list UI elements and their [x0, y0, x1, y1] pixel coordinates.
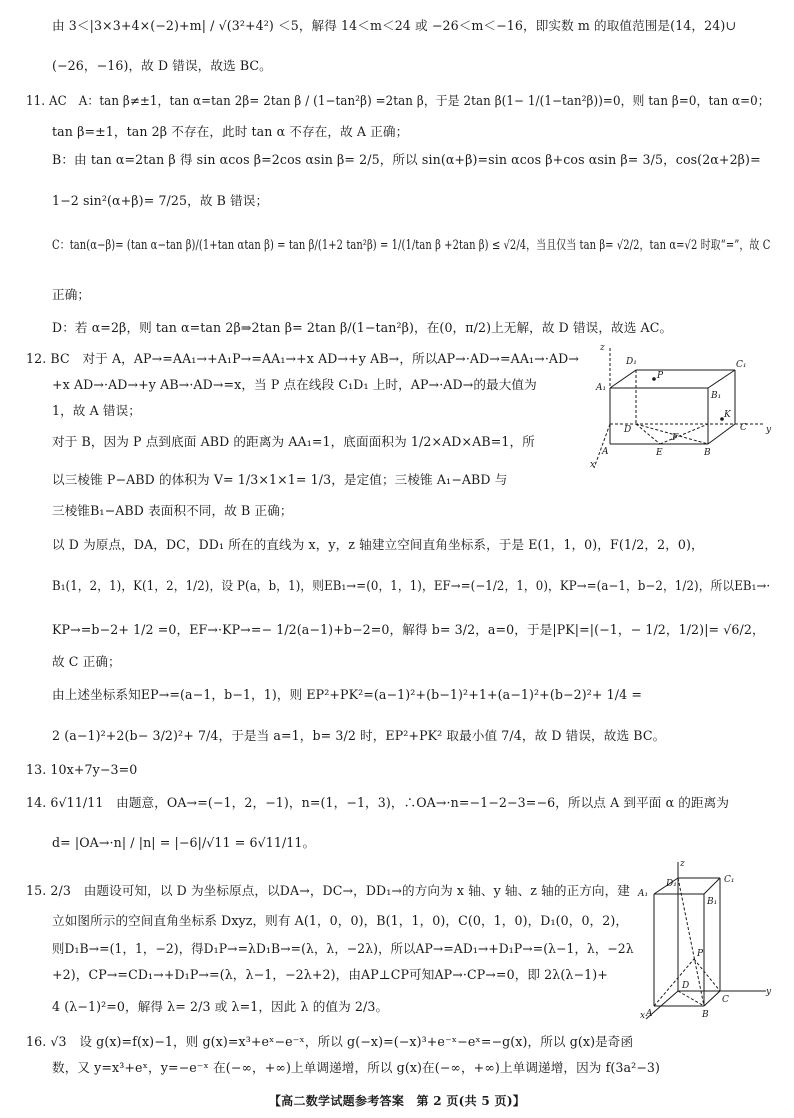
- answer-line: 三棱锥B₁−ABD 表面积不同，故 B 正确；: [52, 503, 293, 518]
- answer-line: 1−2 sin²(α+β)= 7/25，故 B 错误；: [52, 193, 269, 208]
- answer-line: 以 D 为原点，DA，DC，DD₁ 所在的直线为 x，y，z 轴建立空间直角坐标系，于是 E(1，1，0)，F(1/2，2，0)，: [52, 537, 704, 552]
- fig15-label-b1: B₁: [707, 897, 718, 907]
- answer-line: 正确；: [52, 287, 91, 302]
- fig12-label-c: C: [740, 423, 747, 433]
- fig12-label-d: D: [624, 425, 632, 435]
- fig15-label-a: A: [646, 1009, 653, 1019]
- fig15-label-d: D: [682, 981, 690, 991]
- answer-line: 由 3＜|3×3+4×(−2)+m| / √(3²+4²) ＜5，解得 14＜m＜24 或 −26＜m＜−16，即实数 m 的取值范围是(14，24)∪: [52, 18, 737, 33]
- fig12-label-k: K: [724, 410, 731, 420]
- answer-line: 4 (λ−1)²=0，解得 λ= 2/3 或 λ=1，因此 λ 的值为 2/3。: [52, 999, 389, 1014]
- answer-line: D：若 α=2β，则 tan α=tan 2β⇒2tan β= 2tan β/(1−tan²β)，在(0，π/2)上无解，故 D 错误，故选 AC。: [52, 320, 673, 335]
- fig12-label-a: A: [602, 447, 609, 457]
- fig12-label-p: P: [657, 371, 664, 381]
- answer-line: 15. 2/3 由题设可知，以 D 为坐标原点，以DA→，DC→，DD₁→的方向为 x 轴、y 轴、z 轴的正方向，建: [26, 883, 630, 898]
- fig15-label-p: P: [697, 949, 704, 959]
- answer-line: C：tan(α−β)= (tan α−tan β)/(1+tan αtan β) = tan β/(1+2 tan²β) = 1/(1/tan β +2tan β) ≤ √2/4，当且仅当 tan β= √2/2，tan α=√2 时取“=”，故 C: [52, 237, 771, 252]
- answer-line: 故 C 正确；: [52, 654, 121, 669]
- fig15-label-c: C: [722, 995, 729, 1005]
- answer-line: 11. AC A：tan β≠±1，tan α=tan 2β= 2tan β / (1−tan²β) =2tan β，于是 2tan β(1− 1/(1−tan²β))=0，则 tan β=0，tan α=0；: [26, 93, 770, 108]
- page-footer: 【高二数学试题参考答案 第 2 页(共 5 页)】: [268, 1094, 526, 1108]
- answer-line: 14. 6√11/11 由题意，OA→=(−1，2，−1)，n=(1，−1，3)，∴OA→·n=−1−2−3=−6，所以点 A 到平面 α 的距离为: [26, 795, 730, 810]
- fig15-label-b: B: [702, 1010, 709, 1020]
- answer-line: 16. √3 设 g(x)=f(x)−1，则 g(x)=x³+eˣ−e⁻ˣ，所以 g(−x)=(−x)³+e⁻ˣ−eˣ=−g(x)，所以 g(x)是奇函: [26, 1034, 634, 1049]
- fig12-label-b: B: [704, 448, 711, 458]
- answer-line: 由上述坐标系知EP→=(a−1，b−1，1)，则 EP²+PK²=(a−1)²+(b−1)²+1+(a−1)²+(b−2)²+ 1/4 =: [52, 687, 642, 702]
- answer-line: 12. BC 对于 A，AP→=AA₁→+A₁P→=AA₁→+x AD→+y AB→，所以AP→·AD→=AA₁→·AD→: [26, 351, 579, 366]
- fig15-label-a1: A₁: [638, 889, 649, 899]
- answer-line: d= |OA→·n| / |n| = |−6|/√11 = 6√11/11。: [52, 835, 316, 850]
- answer-line: 立如图所示的空间直角坐标系 Dxyz，则有 A(1，0，0)，B(1，1，0)，C(0，1，0)，D₁(0，0，2)，: [52, 913, 629, 928]
- answer-line: 以三棱锥 P−ABD 的体积为 V= 1/3×1×1= 1/3，是定值；三棱锥 A₁−ABD 与: [52, 472, 508, 487]
- answer-line: 2 (a−1)²+2(b− 3/2)²+ 7/4，于是当 a=1，b= 3/2 时，EP²+PK² 取最小值 7/4，故 D 错误，故选 BC。: [52, 728, 666, 743]
- answer-line: 13. 10x+7y−3=0: [26, 762, 138, 777]
- fig15-label-d1: D₁: [666, 879, 677, 889]
- fig15-label-c1: C₁: [724, 875, 735, 885]
- fig12-label-b1: B₁: [711, 391, 722, 401]
- fig12-label-d1: D₁: [626, 357, 637, 367]
- fig15-label-x: x: [640, 1011, 646, 1021]
- answer-line: 则D₁B→=(1，1，−2)，得D₁P→=λD₁B→=(λ，λ，−2λ)，所以AP→=AD₁→+D₁P→=(λ−1，λ，−2λ: [52, 941, 634, 956]
- answer-line: 对于 B，因为 P 点到底面 ABD 的距离为 AA₁=1，底面面积为 1/2×AD×AB=1，所: [52, 434, 535, 449]
- answer-line: (−26，−16)，故 D 错误，故选 BC。: [52, 58, 272, 73]
- answer-line: B₁(1，2，1)，K(1，2，1/2)，设 P(a，b，1)，则EB₁→=(0，1，1)，EF→=(−1/2，1，0)，KP→=(a−1，b−2，1/2)，所以EB₁→·: [52, 578, 771, 593]
- figure-prism-q15: [636, 856, 776, 1021]
- answer-line: +2)，CP→=CD₁→+D₁P→=(λ，λ−1，−2λ+2)，由AP⊥CP可知AP→·CP→=0，即 2λ(λ−1)+: [52, 967, 608, 982]
- fig12-label-c1: C₁: [736, 360, 747, 370]
- fig12-label-y: y: [766, 425, 772, 435]
- answer-line: KP→=b−2+ 1/2 =0，EF→·KP→=− 1/2(a−1)+b−2=0，解得 b= 3/2，a=0，于是|PK|=|(−1，− 1/2，1/2)|= √6/2，: [52, 622, 765, 637]
- fig15-label-z: z: [680, 859, 685, 869]
- fig12-label-f: F: [672, 433, 679, 443]
- answer-line: 1，故 A 错误；: [52, 403, 141, 418]
- fig12-label-a1: A₁: [596, 383, 607, 393]
- answer-line: 数，又 y=x³+eˣ，y=−e⁻ˣ 在(−∞，+∞)上单调递增，所以 g(x)在(−∞，+∞)上单调递增，因为 f(3a²−3): [52, 1060, 661, 1075]
- fig12-label-x: x: [590, 460, 596, 470]
- answer-line: B：由 tan α=2tan β 得 sin αcos β=2cos αsin β= 2/5，所以 sin(α+β)=sin αcos β+cos αsin β= 3/5，cos(2α+2β)=: [52, 152, 761, 167]
- fig12-label-z: z: [600, 343, 605, 353]
- answer-line: tan β=±1，tan 2β 不存在，此时 tan α 不存在，故 A 正确；: [52, 124, 409, 139]
- figure-cuboid-q12: [590, 340, 775, 470]
- answer-line: +x AD→·AD→+y AB→·AD→=x，当 P 点在线段 C₁D₁ 上时，AP→·AD→的最大值为: [52, 377, 537, 392]
- fig15-label-y: y: [766, 987, 772, 997]
- fig12-label-e: E: [656, 448, 663, 458]
